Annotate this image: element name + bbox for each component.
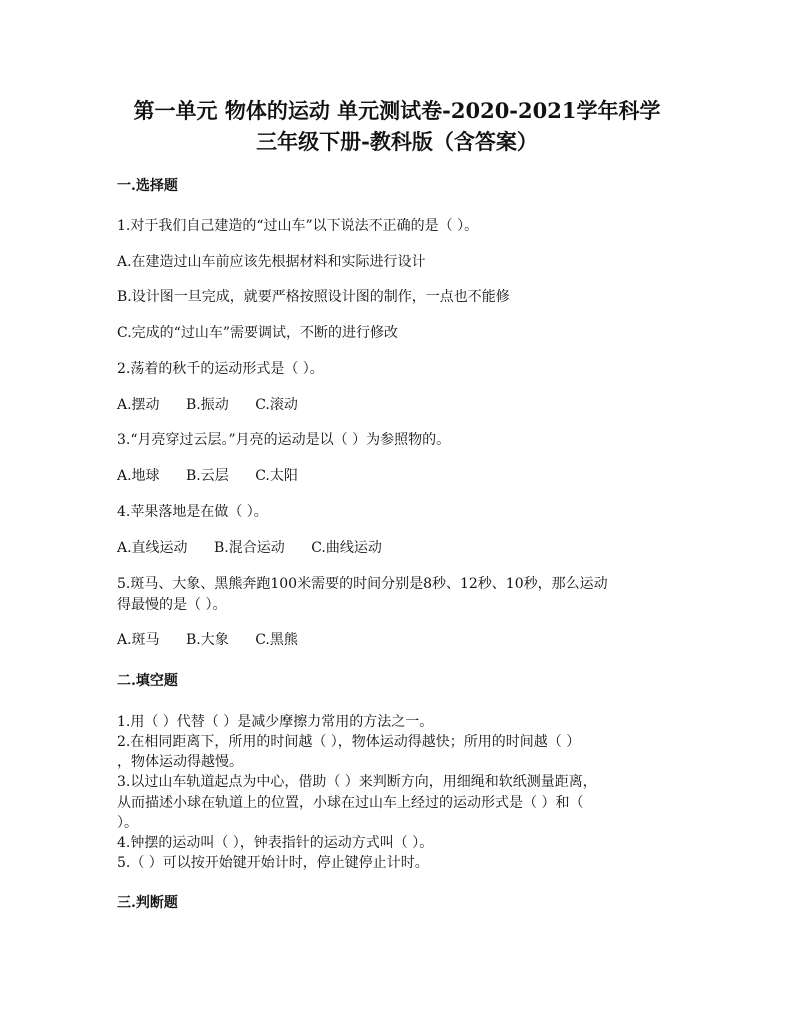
question-3-options <box>117 467 320 485</box>
question-4-options <box>117 539 404 557</box>
question-5-option-c: C.黑熊 <box>255 632 298 648</box>
question-3-stem: 3.“月亮穿过云层。”月亮的运动是以（ ）为参照物的。 <box>117 432 451 448</box>
fill-line-7: 4.钟摆的运动叫（ ），钟表指针的运动方式叫（ ）。 <box>117 835 434 851</box>
question-5-stem-line1: 5.斑马、大象、黑熊奔跑100米需要的时间分别是8秒、12秒、10秒，那么运动 <box>117 576 608 592</box>
question-2-options <box>117 396 320 414</box>
question-2-option-b: B.振动 <box>186 397 229 413</box>
fill-line-6: ）。 <box>117 815 138 831</box>
question-5-option-a: A.斑马 <box>117 632 160 648</box>
question-3-option-c: C.太阳 <box>255 468 298 484</box>
question-4-stem: 4.苹果落地是在做（ ）。 <box>117 504 268 520</box>
fill-line-4: 3.以过山车轨道起点为中心，借助（ ）来判断方向，用细绳和软纸测量距离， <box>117 774 597 790</box>
question-4-option-b: B.混合运动 <box>214 540 285 556</box>
question-5-stem-line2: 得最慢的是（ ）。 <box>117 597 227 613</box>
question-2-option-c: C.滚动 <box>255 397 298 413</box>
section-heading-judge: 三.判断题 <box>117 895 178 911</box>
document-title-line1: 第一单元 物体的运动 单元测试卷-2020-2021学年科学 <box>133 98 661 123</box>
fill-line-3: ，物体运动得越慢。 <box>117 754 243 770</box>
fill-line-5: 从而描述小球在轨道上的位置，小球在过山车上经过的运动形式是（ ）和（ <box>117 795 584 811</box>
question-3-option-a: A.地球 <box>117 468 160 484</box>
section-heading-choice: 一.选择题 <box>117 178 178 194</box>
question-1-stem: 1.对于我们自己建造的“过山车”以下说法不正确的是（ ）。 <box>117 218 479 234</box>
question-3-option-b: B.云层 <box>186 468 229 484</box>
question-5-option-b: B.大象 <box>186 632 229 648</box>
section-heading-fill: 二.填空题 <box>117 673 178 689</box>
question-1-option-a: A.在建造过山车前应该先根据材料和实际进行设计 <box>117 254 426 270</box>
fill-line-1: 1.用（ ）代替（ ）是减少摩擦力常用的方法之一。 <box>117 714 434 730</box>
question-2-stem: 2.荡着的秋千的运动形式是（ ）。 <box>117 361 324 377</box>
question-1-option-c: C.完成的“过山车”需要调试，不断的进行修改 <box>117 325 398 341</box>
question-4-option-c: C.曲线运动 <box>311 540 382 556</box>
question-4-option-a: A.直线运动 <box>117 540 188 556</box>
fill-line-2: 2.在相同距离下，所用的时间越（ ），物体运动得越快；所用的时间越（ ） <box>117 734 581 750</box>
question-2-option-a: A.摆动 <box>117 397 160 413</box>
fill-line-8: 5.（ ）可以按开始键开始计时，停止键停止计时。 <box>117 855 429 871</box>
question-1-option-b: B.设计图一旦完成，就要严格按照设计图的制作，一点也不能修 <box>117 289 510 305</box>
document-title-line2: 三年级下册-教科版（含答案） <box>256 129 538 154</box>
question-5-options <box>117 631 320 649</box>
